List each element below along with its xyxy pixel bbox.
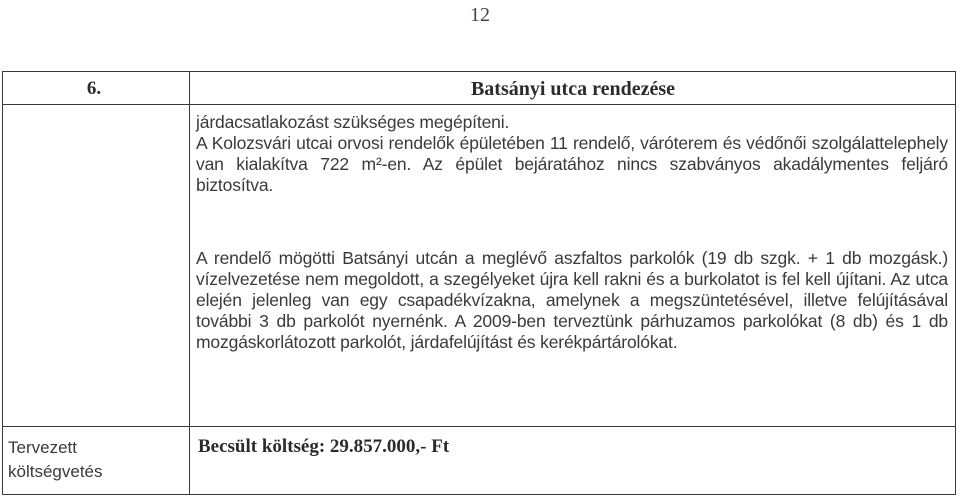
budget-label xyxy=(8,436,186,484)
budget-label-line2: költségvetés xyxy=(8,462,103,481)
budget-label-line1: Tervezett xyxy=(8,438,77,457)
description-line: járdacsatlakozást szükséges megépíteni. xyxy=(196,112,510,132)
table-divider-header xyxy=(2,104,956,105)
budget-value: Becsült költség: 29.857.000,- Ft xyxy=(198,436,450,457)
description-paragraph-1 xyxy=(196,112,948,196)
description-paragraph-2 xyxy=(196,248,948,353)
table-column-divider xyxy=(189,71,190,495)
description-text: A Kolozsvári utcai orvosi rendelők épületében 11 rendelő, váróterem és védőnői szolgálattelephely van kialakítva 722 m²-en. Az épület bejáratához nincs szabványos akadálymentes feljáró biztosítva. xyxy=(196,133,948,195)
page-number: 12 xyxy=(470,4,490,26)
project-title: Batsányi utca rendezése xyxy=(470,78,676,100)
project-number: 6. xyxy=(86,78,102,99)
description-text: A rendelő mögötti Batsányi utcán a meglévő aszfaltos parkolók (19 db szgk. + 1 db mozgásk.) vízelvezetése nem megoldott, a szegélyeket újra kell rakni és a burkolatot is fel kell újítani. Az utca elején jelenleg van egy csapadékvízakna, amelynek a megszüntetésével, illetve felújításával további 3 db parkolót nyernénk. A 2009-ben terveztünk párhuzamos parkolókat (8 db) és 1 db mozgáskorlátozott parkolót, járdafelújítást és kerékpártárolókat. xyxy=(196,248,948,352)
table-divider-budget xyxy=(2,426,956,427)
